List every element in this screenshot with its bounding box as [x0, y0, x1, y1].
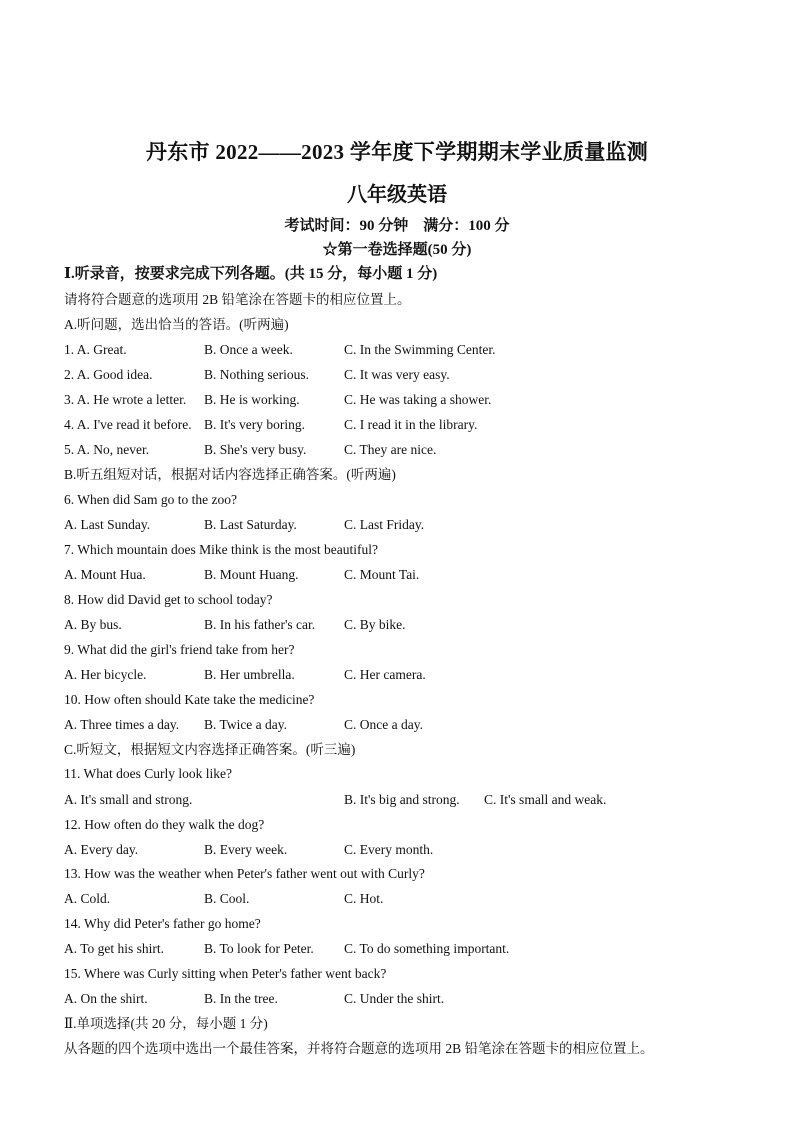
option-b: B. Mount Huang. [204, 567, 299, 582]
option-b: B. Every week. [204, 842, 288, 857]
question-text: 6. When did Sam go to the zoo? [64, 492, 237, 507]
option-a: A. Her bicycle. [64, 667, 147, 682]
question-text: 7. Which mountain does Mike think is the most beautiful? [64, 542, 378, 557]
question-text: 14. Why did Peter's father go home? [64, 916, 261, 931]
option-a: A. Cold. [64, 891, 111, 906]
option-c: C. To do something important. [344, 941, 510, 956]
question-text: 12. How often do they walk the dog? [64, 817, 265, 832]
question-text: 13. How was the weather when Peter's father went out with Curly? [64, 866, 425, 881]
option-a: A. Three times a day. [64, 717, 180, 732]
option-a: A. Mount Hua. [64, 567, 146, 582]
option-b: B. She's very busy. [204, 442, 307, 457]
option-c: C. They are nice. [344, 442, 437, 457]
exam-title: 丹东市 2022——2023 学年度下学期期末学业质量监测 [145, 140, 649, 164]
option-a: A. It's small and strong. [64, 792, 193, 807]
option-c: C. Every month. [344, 842, 434, 857]
option-b: B. He is working. [204, 392, 300, 407]
option-b: B. Nothing serious. [204, 367, 310, 382]
volume-label: ☆第一卷选择题(50 分) [322, 242, 472, 258]
section2-heading: Ⅱ.单项选择(共 20 分，每小题 1 分) [64, 1016, 268, 1031]
question-text: 11. What does Curly look like? [64, 766, 232, 781]
partA-heading: A.听问题，选出恰当的答语。(听两遍) [64, 317, 289, 332]
option-b: B. Her umbrella. [204, 667, 295, 682]
option-c: C. It was very easy. [344, 367, 450, 382]
section1-heading: Ⅰ.听录音，按要求完成下列各题。(共 15 分，每小题 1 分) [64, 266, 438, 282]
option-c: C. He was taking a shower. [344, 392, 492, 407]
option-c: C. In the Swimming Center. [344, 342, 496, 357]
option-b: B. Twice a day. [204, 717, 288, 732]
option-c: C. I read it in the library. [344, 417, 478, 432]
option-b: B. Cool. [204, 891, 250, 906]
option-a: 3. A. He wrote a letter. [64, 392, 187, 407]
question-text: 8. How did David get to school today? [64, 592, 273, 607]
option-a: A. Last Sunday. [64, 517, 151, 532]
option-c: C. Under the shirt. [344, 991, 445, 1006]
partB-heading: B.听五组短对话，根据对话内容选择正确答案。(听两遍) [64, 467, 396, 482]
option-a: 4. A. I've read it before. [64, 417, 192, 432]
option-c: C. Last Friday. [344, 517, 425, 532]
option-c: C. By bike. [344, 617, 406, 632]
question-text: 15. Where was Curly sitting when Peter's father went back? [64, 966, 387, 981]
option-a: A. On the shirt. [64, 991, 148, 1006]
partC-heading: C.听短文，根据短文内容选择正确答案。(听三遍) [64, 742, 356, 757]
section1-instruction: 请将符合题意的选项用 2B 铅笔涂在答题卡的相应位置上。 [64, 292, 411, 307]
option-c: C. Her camera. [344, 667, 426, 682]
option-a: A. To get his shirt. [64, 941, 165, 956]
question-text: 10. How often should Kate take the medicine? [64, 692, 315, 707]
option-b: B. It's very boring. [204, 417, 306, 432]
option-c: C. Once a day. [344, 717, 423, 732]
section2-instruction: 从各题的四个选项中选出一个最佳答案，并将符合题意的选项用 2B 铅笔涂在答题卡的相应位置上。 [64, 1041, 654, 1056]
exam-subtitle: 八年级英语 [347, 184, 447, 206]
option-b: B. Last Saturday. [204, 517, 297, 532]
option-b: B. In the tree. [204, 991, 278, 1006]
option-a: A. Every day. [64, 842, 139, 857]
option-c: C. Hot. [344, 891, 384, 906]
option-a: 5. A. No, never. [64, 442, 150, 457]
option-b: B. To look for Peter. [204, 941, 314, 956]
question-text: 9. What did the girl's friend take from her? [64, 642, 295, 657]
option-a: 1. A. Great. [64, 342, 127, 357]
option-c: C. Mount Tai. [344, 567, 420, 582]
option-c: C. It's small and weak. [484, 792, 607, 807]
option-a: 2. A. Good idea. [64, 367, 153, 382]
option-b: B. It's big and strong. [344, 792, 460, 807]
option-b: B. Once a week. [204, 342, 293, 357]
option-b: B. In his father's car. [204, 617, 316, 632]
option-a: A. By bus. [64, 617, 122, 632]
exam-info: 考试时间：90 分钟 满分：100 分 [284, 218, 510, 234]
